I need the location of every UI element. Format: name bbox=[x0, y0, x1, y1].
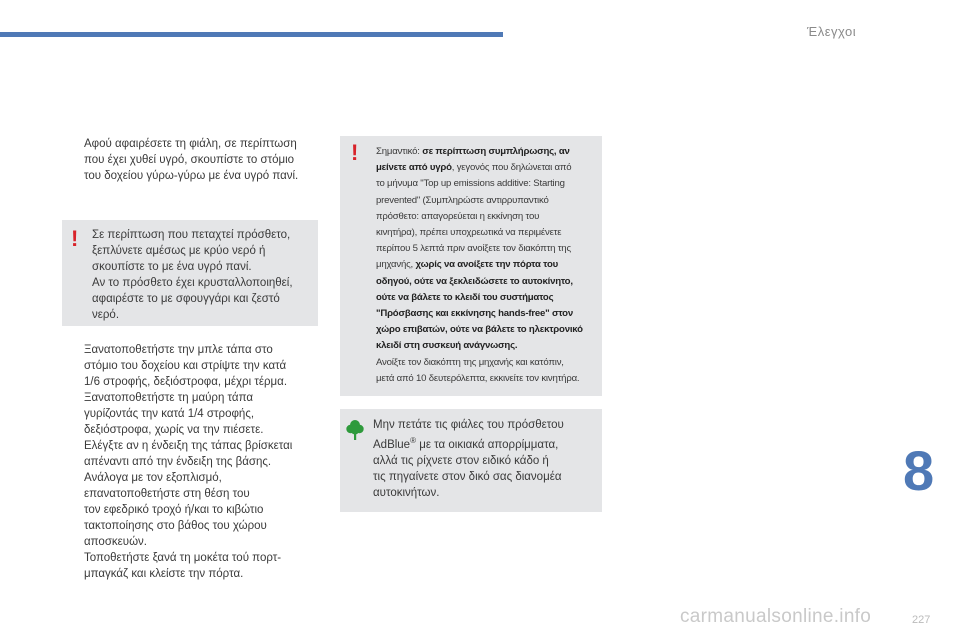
instruction-line: γυρίζοντάς την κατά 1/4 στροφής, bbox=[84, 408, 255, 420]
warning-line: κλειδί στη συσκευή ανάγνωσης. bbox=[376, 340, 518, 352]
exclamation-warning-icon: ! bbox=[71, 226, 79, 251]
warning-line bbox=[376, 144, 583, 160]
warning-line: Σε περίπτωση που πεταχτεί πρόσθετο, bbox=[92, 229, 291, 241]
warning-line: prevented" (Συμπληρώστε αντιρρυπαντικό bbox=[376, 194, 549, 206]
warning-text-span: μηχανής, bbox=[376, 259, 416, 271]
warning-box-spill bbox=[62, 220, 318, 326]
tree-eco-icon bbox=[346, 419, 364, 441]
warning-emphasis: μείνετε από υγρό bbox=[376, 162, 452, 174]
instruction-line: δεξιόστροφα, χωρίς να την πιέσετε. bbox=[84, 424, 264, 436]
instruction-item bbox=[62, 136, 320, 184]
warning-line bbox=[376, 257, 583, 273]
section-title: Έλεγχοι bbox=[807, 24, 857, 39]
warning-line: νερό. bbox=[92, 309, 120, 321]
instruction-item bbox=[62, 550, 320, 582]
eco-note-line bbox=[373, 433, 564, 453]
eco-note-text bbox=[373, 417, 564, 501]
warning-box-empty-tank bbox=[340, 136, 602, 396]
instruction-line: Τοποθετήστε ξανά τη μοκέτα τού πορτ- bbox=[84, 552, 282, 564]
instruction-line: απέναντι από την ένδειξη της βάσης. bbox=[84, 456, 272, 468]
warning-emphasis: χωρίς να ανοίξετε την πόρτα του bbox=[415, 259, 559, 271]
warning-line: χώρο επιβατών, ούτε να βάλετε το ηλεκτρονικό bbox=[376, 324, 583, 336]
warning-emphasis: σε περίπτωση συμπλήρωσης, αν bbox=[422, 146, 570, 157]
instruction-line: 1/6 στροφής, δεξιόστροφα, μέχρι τέρμα. bbox=[84, 376, 288, 388]
warning-line: σκουπίστε το με ένα υγρό πανί. bbox=[92, 261, 252, 273]
warning-text bbox=[92, 227, 293, 323]
eco-note-line: τις πηγαίνετε στον δικό σας διανομέα bbox=[373, 470, 562, 483]
warning-line: μετά από 10 δευτερόλεπτα, εκκινείτε τον κινητήρα. bbox=[376, 372, 580, 384]
warning-line: πρόσθετο: απαγορεύεται η εκκίνηση του bbox=[376, 210, 540, 222]
instruction-line: στόμιο του δοχείου και στρίψτε την κατά bbox=[84, 360, 287, 372]
instruction-list-bottom bbox=[62, 342, 320, 582]
eco-note-span: με τα οικιακά απορρίμματα, bbox=[416, 438, 559, 451]
instruction-line: Ελέγξτε αν η ένδειξη της τάπας βρίσκεται bbox=[84, 440, 293, 452]
eco-note-line: Μην πετάτε τις φιάλες του πρόσθετου bbox=[373, 419, 564, 431]
eco-note-box bbox=[340, 409, 602, 512]
instruction-line: μπαγκάζ και κλείστε την πόρτα. bbox=[84, 568, 244, 580]
chapter-number: 8 bbox=[903, 439, 935, 502]
warning-text bbox=[376, 144, 583, 387]
registered-mark: ® bbox=[410, 436, 416, 445]
warning-line: κινητήρα), πρέπει υποχρεωτικά να περιμένετε bbox=[376, 227, 562, 239]
warning-label: Σημαντικό: bbox=[376, 146, 423, 157]
watermark: carmanualsonline.info bbox=[680, 606, 872, 627]
warning-line bbox=[376, 160, 583, 176]
header-accent-bar bbox=[0, 32, 503, 37]
instruction-line: Ξανατοποθετήστε την μπλε τάπα στο bbox=[84, 344, 273, 356]
eco-note-line: αλλά τις ρίχνετε στον ειδικό κάδο ή bbox=[373, 454, 549, 467]
eco-note-span: AdBlue bbox=[373, 438, 411, 451]
instruction-line: τον εφεδρικό τροχό ή/και το κιβώτιο bbox=[84, 504, 264, 516]
instruction-line: Ανάλογα με τον εξοπλισμό, bbox=[84, 472, 222, 484]
warning-line: Αν το πρόσθετο έχει κρυσταλλοποιηθεί, bbox=[92, 277, 293, 289]
instruction-item bbox=[62, 470, 320, 550]
instruction-line: Ξανατοποθετήστε τη μαύρη τάπα bbox=[84, 392, 254, 404]
instruction-item bbox=[62, 342, 320, 390]
instruction-line: αποσκευών. bbox=[84, 536, 148, 548]
instruction-line: του δοχείου γύρω-γύρω με ένα υγρό πανί. bbox=[84, 170, 299, 182]
instruction-list-top bbox=[62, 136, 320, 184]
page-number: 227 bbox=[912, 614, 931, 626]
warning-line: "Πρόσβασης και εκκίνησης hands-free" στον bbox=[376, 308, 573, 320]
instruction-line: που έχει χυθεί υγρό, σκουπίστε το στόμιο bbox=[84, 154, 295, 166]
eco-note-line: αυτοκινήτων. bbox=[373, 486, 440, 499]
warning-line: αφαιρέστε το με σφουγγάρι και ζεστό bbox=[92, 293, 280, 305]
instruction-line: επανατοποθετήστε στη θέση του bbox=[84, 488, 250, 500]
instruction-line: Αφού αφαιρέσετε τη φιάλη, σε περίπτωση bbox=[84, 138, 297, 150]
warning-line: το μήνυμα "Top up emissions additive: Starting bbox=[376, 178, 565, 190]
instruction-item bbox=[62, 390, 320, 470]
warning-line: οδηγού, ούτε να ξεκλειδώσετε το αυτοκίνητο, bbox=[376, 275, 573, 287]
warning-line: Ανοίξτε τον διακόπτη της μηχανής και κατόπιν, bbox=[376, 356, 564, 368]
warning-line: ξεπλύνετε αμέσως με κρύο νερό ή bbox=[92, 245, 266, 257]
warning-line: ούτε να βάλετε το κλειδί του συστήματος bbox=[376, 291, 554, 303]
warning-line: περίπου 5 λεπτά πριν ανοίξετε τον διακόπτη της bbox=[376, 243, 571, 255]
warning-text-span: , γεγονός που δηλώνεται από bbox=[451, 162, 572, 174]
instruction-line: τακτοποίησης στο βάθος του χώρου bbox=[84, 520, 267, 532]
exclamation-warning-icon: ! bbox=[351, 140, 359, 165]
